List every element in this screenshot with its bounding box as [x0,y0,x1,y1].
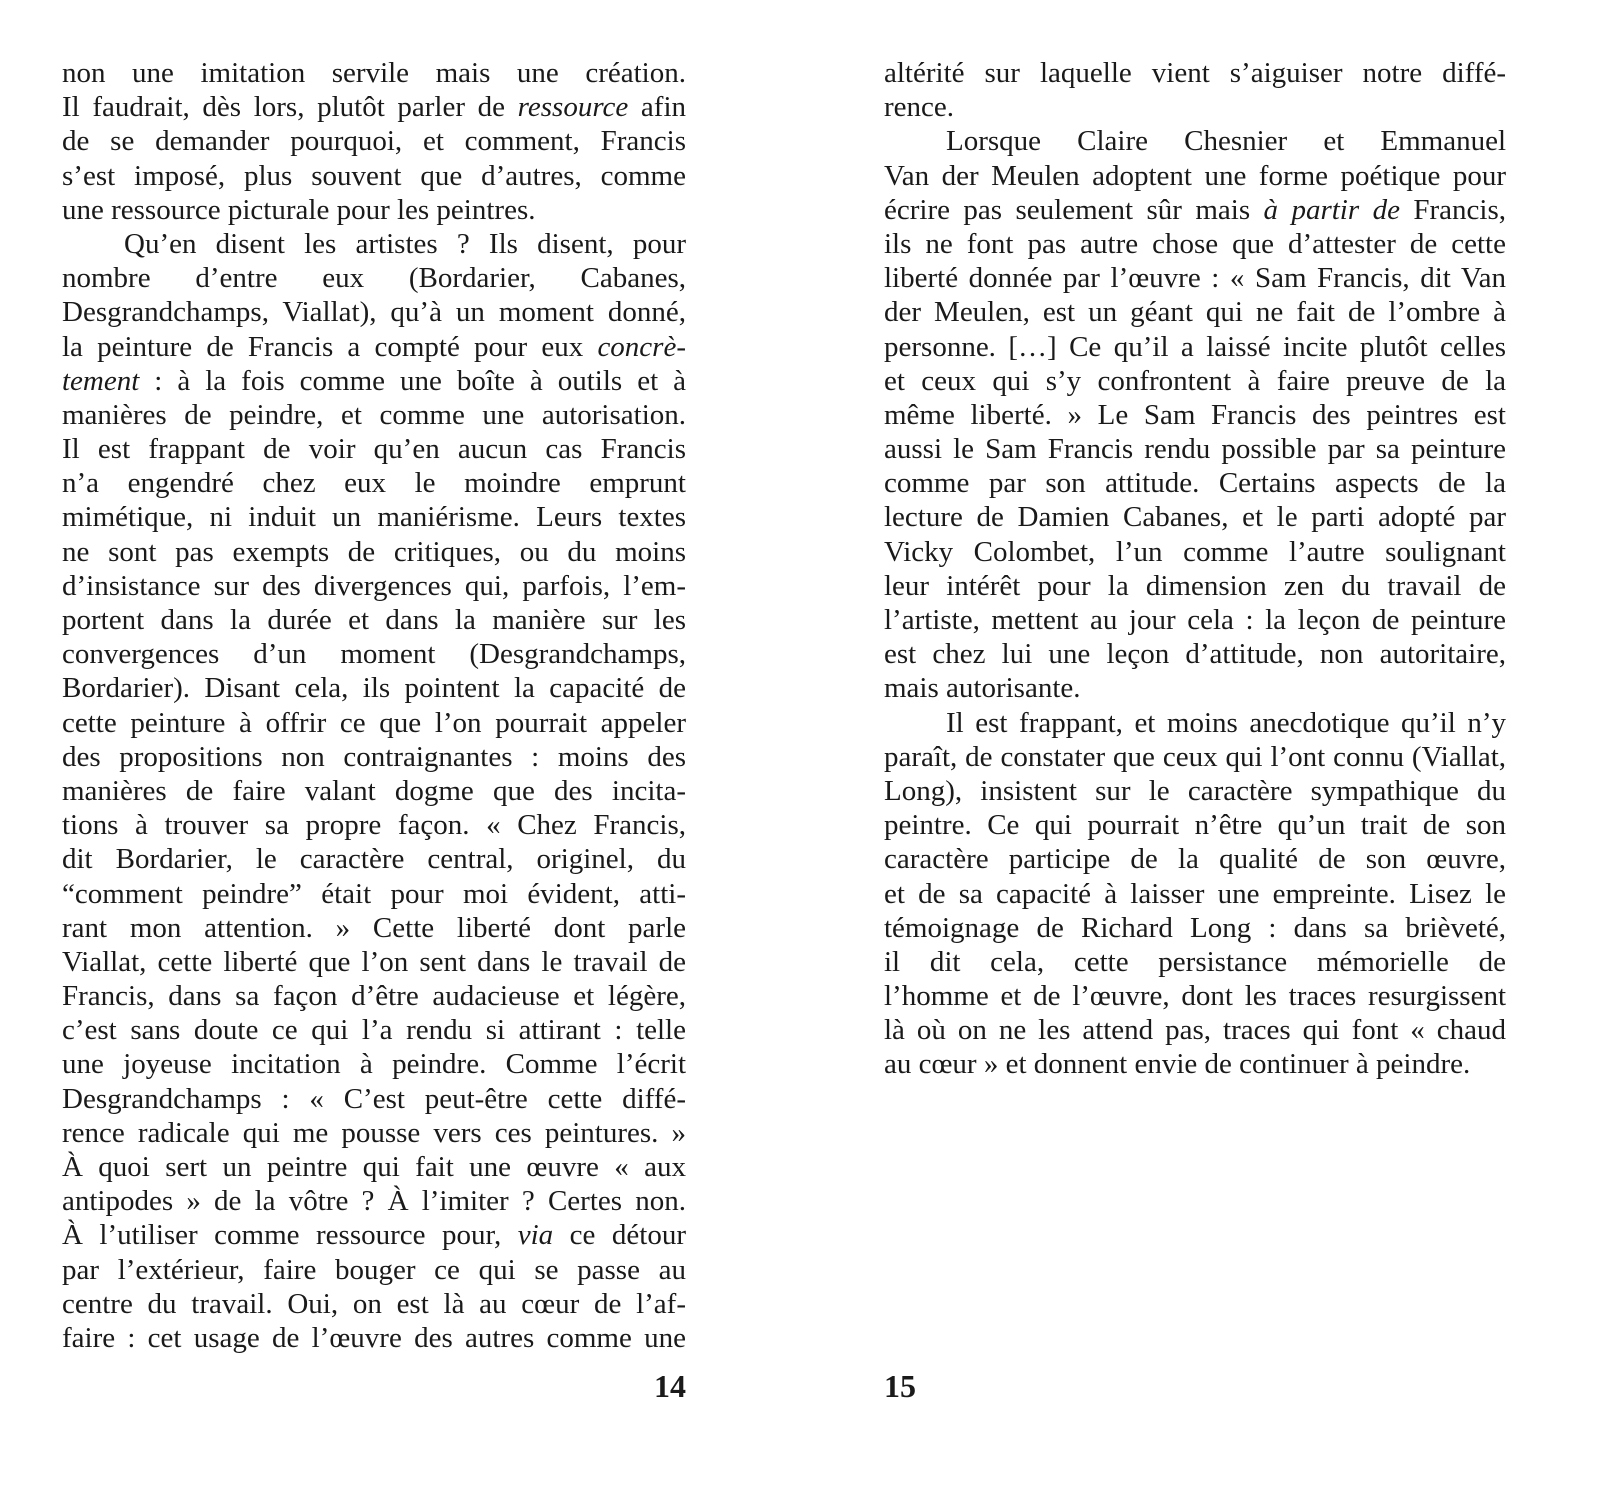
text-segment: la peinture de Francis a compté pour eux [62,330,598,363]
text-segment: une joyeuse incitation à peindre. Comme l’écrit [62,1048,686,1081]
text-line [62,740,686,774]
text-line [62,295,686,329]
text-line [62,1150,686,1184]
text-line-content [62,842,686,876]
text-line-content [62,637,686,671]
text-segment: afin [628,91,687,124]
text-line-content [62,1013,686,1047]
text-line-content [884,432,1506,466]
text-segment: Viallat, cette liberté que l’on sent dans le travail de [62,945,686,978]
text-line-content [62,535,686,569]
text-line [884,1047,1506,1081]
text-segment: et ceux qui s’y confrontent à faire preuve de la [884,364,1506,397]
text-line [884,842,1506,876]
text-segment: Lorsque Claire Chesnier et Emmanuel [946,125,1506,158]
text-segment: ils ne font pas autre chose que d’attester de cette [884,227,1506,260]
text-line [62,466,686,500]
text-line [884,56,1506,90]
text-line [62,227,686,261]
text-line [62,945,686,979]
text-segment: faire : cet usage de l’œuvre des autres comme une [62,1321,686,1354]
text-line-content [884,535,1506,569]
text-line [884,535,1506,569]
text-line [884,569,1506,603]
text-line-content [62,1184,686,1218]
text-line [62,1082,686,1116]
text-line-content [62,911,686,945]
text-line-content [62,774,686,808]
text-line [884,808,1506,842]
text-line-content [62,1218,686,1252]
text-line [62,808,686,842]
text-line-content [884,774,1506,808]
text-line-content [884,193,1506,227]
text-segment: là où on ne les attend pas, traces qui font « chaud [884,1014,1506,1047]
text-line [62,432,686,466]
text-line-content [124,227,686,261]
text-segment: s’est imposé, plus souvent que d’autres, comme [62,159,686,192]
text-line [62,1253,686,1287]
text-line-content [62,500,686,534]
text-segment: nombre d’entre eux (Bordarier, Cabanes, [62,262,686,295]
text-line-content [62,603,686,637]
text-segment: d’insistance sur des divergences qui, parfois, l’em- [62,569,686,602]
text-line-content [884,295,1506,329]
text-segment: ce détour [553,1219,686,1252]
text-line-content [884,637,1506,671]
text-line-content [62,261,686,295]
text-segment: tions à trouver sa propre façon. « Chez Francis, [62,809,686,842]
text-line-content [946,706,1506,740]
italic-text: ressource [517,91,629,124]
text-line-content [62,432,686,466]
text-line [884,193,1506,227]
text-line-content [884,227,1506,261]
text-line [62,398,686,432]
text-segment: Bordarier). Disant cela, ils pointent la capacité de [62,672,686,705]
italic-text: concrè- [597,330,686,363]
text-segment: non une imitation servile mais une création. [62,57,686,89]
text-segment: “comment peindre” était pour moi évident, atti- [62,877,686,910]
text-line [62,637,686,671]
text-line [62,603,686,637]
text-segment: der Meulen, est un géant qui ne fait de l’ombre à [884,296,1506,329]
text-line [884,295,1506,329]
text-line-content [884,877,1506,911]
text-segment: Il est frappant, et moins anecdotique qu’il n’y [946,706,1506,739]
text-line-content [62,945,686,979]
text-line-content [884,569,1506,603]
text-line [884,330,1506,364]
text-segment: au cœur » et donnent envie de continuer à peindre. [884,1048,1471,1081]
text-segment: ne sont pas exempts de critiques, ou du moins [62,535,686,568]
text-line-content [62,877,686,911]
text-segment: paraît, de constater que ceux qui l’ont connu (Viallat, [884,740,1506,773]
page-number-left: 14 [654,1368,686,1404]
text-segment: des propositions non contraignantes : moins des [62,740,686,773]
text-line [884,774,1506,808]
text-line-content [884,945,1506,979]
text-line [884,364,1506,398]
text-segment: À quoi sert un peintre qui fait une œuvre « aux [62,1151,686,1183]
text-line [62,159,686,193]
text-line-content [62,295,686,329]
text-line [62,706,686,740]
text-line-content [884,159,1506,193]
text-segment: manières de peindre, et comme une autorisation. [62,398,686,431]
text-line-content [884,808,1506,842]
text-line-content [884,1013,1506,1047]
text-line [62,500,686,534]
text-line-content [62,56,686,90]
text-line-content [62,979,686,1013]
text-segment: Desgrandchamps : « C’est peut-être cette diffé- [62,1082,686,1115]
text-segment: comme par son attitude. Certains aspects de la [884,467,1506,500]
text-segment: personne. […] Ce qu’il a laissé incite plutôt celles [884,330,1506,363]
text-line [884,671,1506,705]
text-line [62,842,686,876]
text-segment: une ressource picturale pour les peintres. [62,193,536,226]
text-line [884,979,1506,1013]
text-line [62,1116,686,1150]
text-segment: antipodes » de la vôtre ? À l’imiter ? Certes non. [62,1185,686,1218]
text-segment: Il est frappant de voir qu’en aucun cas Francis [62,433,686,466]
text-segment: caractère participe de la qualité de son œuvre, [884,843,1506,876]
text-segment: l’homme et de l’œuvre, dont les traces resurgissent [884,980,1506,1013]
text-segment: convergences d’un moment (Desgrandchamps, [62,638,686,671]
text-line-content [946,124,1506,158]
text-line-content [884,842,1506,876]
text-segment: altérité sur laquelle vient s’aiguiser notre diffé- [884,57,1506,89]
text-line [884,159,1506,193]
text-segment: même liberté. » Le Sam Francis des peintres est [884,398,1506,431]
text-line-content [884,56,1506,90]
text-line [884,500,1506,534]
text-line [884,740,1506,774]
text-line [62,1184,686,1218]
text-line [62,671,686,705]
text-line-content [884,90,954,124]
text-line-content [62,1321,686,1355]
text-line [62,261,686,295]
text-line [62,1321,686,1355]
text-line [62,877,686,911]
text-line-content [62,808,686,842]
text-segment: il dit cela, cette persistance mémorielle de [884,945,1506,978]
text-line-content [884,500,1506,534]
text-segment: Long), insistent sur le caractère sympathique du [884,774,1506,807]
text-line-content [62,1047,686,1081]
text-segment: Vicky Colombet, l’un comme l’autre soulignant [884,535,1506,568]
text-line-content [62,1150,686,1184]
text-line-content [62,398,686,432]
text-line [62,1013,686,1047]
text-line [62,193,686,227]
left-page-text [62,56,686,1355]
text-segment: leur intérêt pour la dimension zen du travail de [884,569,1506,602]
right-page-text [884,56,1506,1082]
text-line [62,56,686,90]
text-segment: À l’utiliser comme ressource pour, [62,1219,518,1252]
text-line [884,398,1506,432]
text-line-content [884,466,1506,500]
text-line-content [62,1287,686,1321]
text-line-content [62,193,536,227]
text-segment: est chez lui une leçon d’attitude, non autoritaire, [884,638,1506,671]
text-line [884,877,1506,911]
text-segment: Qu’en disent les artistes ? Ils disent, pour [124,227,686,260]
text-line-content [884,911,1506,945]
italic-text: à partir de [1263,193,1400,226]
text-segment: c’est sans doute ce qui l’a rendu si attirant : telle [62,1014,686,1047]
text-line [62,90,686,124]
text-line-content [62,159,686,193]
text-line [884,466,1506,500]
text-segment: Il faudrait, dès lors, plutôt parler de [62,91,518,124]
text-segment: de se demander pourquoi, et comment, Francis [62,125,686,158]
text-segment: mimétique, ni induit un maniérisme. Leurs textes [62,501,686,534]
text-segment: rence radicale qui me pousse vers ces peintures. » [62,1116,686,1149]
text-line-content [884,398,1506,432]
text-segment: rence. [884,91,955,124]
text-line [884,90,1506,124]
text-line [884,945,1506,979]
italic-text: via [517,1219,554,1252]
text-segment: rant mon attention. » Cette liberté dont parle [62,911,686,944]
text-line [884,911,1506,945]
text-segment: peintre. Ce qui pourrait n’être qu’un trait de son [884,809,1506,842]
text-line [62,569,686,603]
text-line [884,432,1506,466]
text-line [62,1287,686,1321]
text-line-content [62,90,686,124]
text-line-content [62,124,686,158]
text-segment: Van der Meulen adoptent une forme poétique pour [884,159,1506,192]
text-line-content [62,1082,686,1116]
text-segment: : à la fois comme une boîte à outils et à [139,364,686,397]
text-line [884,261,1506,295]
text-line-content [884,671,1081,705]
text-segment: portent dans la durée et dans la manière sur les [62,604,686,636]
text-line-content [884,330,1506,364]
text-line [62,1047,686,1081]
text-line-content [62,1253,686,1287]
text-line [62,124,686,158]
text-line-content [62,740,686,774]
text-line [62,330,686,364]
text-segment: écrire pas seulement sûr mais [884,193,1264,226]
text-segment: et de sa capacité à laisser une empreinte. Lisez le [884,877,1506,910]
text-line [884,706,1506,740]
text-line [884,1013,1506,1047]
text-segment: aussi le Sam Francis rendu possible par sa peinture [884,433,1506,466]
text-line-content [884,261,1506,295]
text-segment: témoignage de Richard Long : dans sa brièveté, [884,911,1506,944]
text-line-content [62,330,686,364]
text-line-content [62,466,686,500]
text-segment: manières de faire valant dogme que des incita- [62,774,686,807]
text-segment: l’artiste, mettent au jour cela : la leçon de peinture [884,604,1506,636]
text-segment: cette peinture à offrir ce que l’on pourrait appeler [62,706,686,739]
text-line [884,124,1506,158]
text-segment: Desgrandchamps, Viallat), qu’à un moment donné, [62,296,686,329]
text-line-content [62,364,686,398]
text-line [62,535,686,569]
text-line-content [884,979,1506,1013]
text-segment: par l’extérieur, faire bouger ce qui se passe au [62,1253,686,1286]
text-line-content [884,364,1506,398]
text-line [884,603,1506,637]
text-line-content [884,603,1506,637]
page-number-right: 15 [884,1368,916,1404]
text-line [884,227,1506,261]
italic-text: tement [62,364,140,397]
text-segment: liberté donnée par l’œuvre : « Sam Francis, dit Van [884,262,1506,295]
text-segment: n’a engendré chez eux le moindre emprunt [62,467,686,500]
text-line-content [884,740,1506,774]
text-line [62,1218,686,1252]
text-line-content [62,706,686,740]
text-segment: dit Bordarier, le caractère central, originel, du [62,843,686,876]
text-segment: Francis, dans sa façon d’être audacieuse et légère, [62,980,686,1013]
text-segment: centre du travail. Oui, on est là au cœur de l’af- [62,1287,686,1320]
text-line [884,637,1506,671]
text-line [62,911,686,945]
text-segment: mais autorisante. [884,672,1081,705]
text-line [62,979,686,1013]
text-line-content [884,1047,1470,1081]
text-line [62,364,686,398]
text-segment: lecture de Damien Cabanes, et le parti adopté par [884,501,1506,534]
text-line [62,774,686,808]
text-line-content [62,1116,686,1150]
text-segment: Francis, [1399,193,1506,226]
text-line-content [62,569,686,603]
text-line-content [62,671,686,705]
